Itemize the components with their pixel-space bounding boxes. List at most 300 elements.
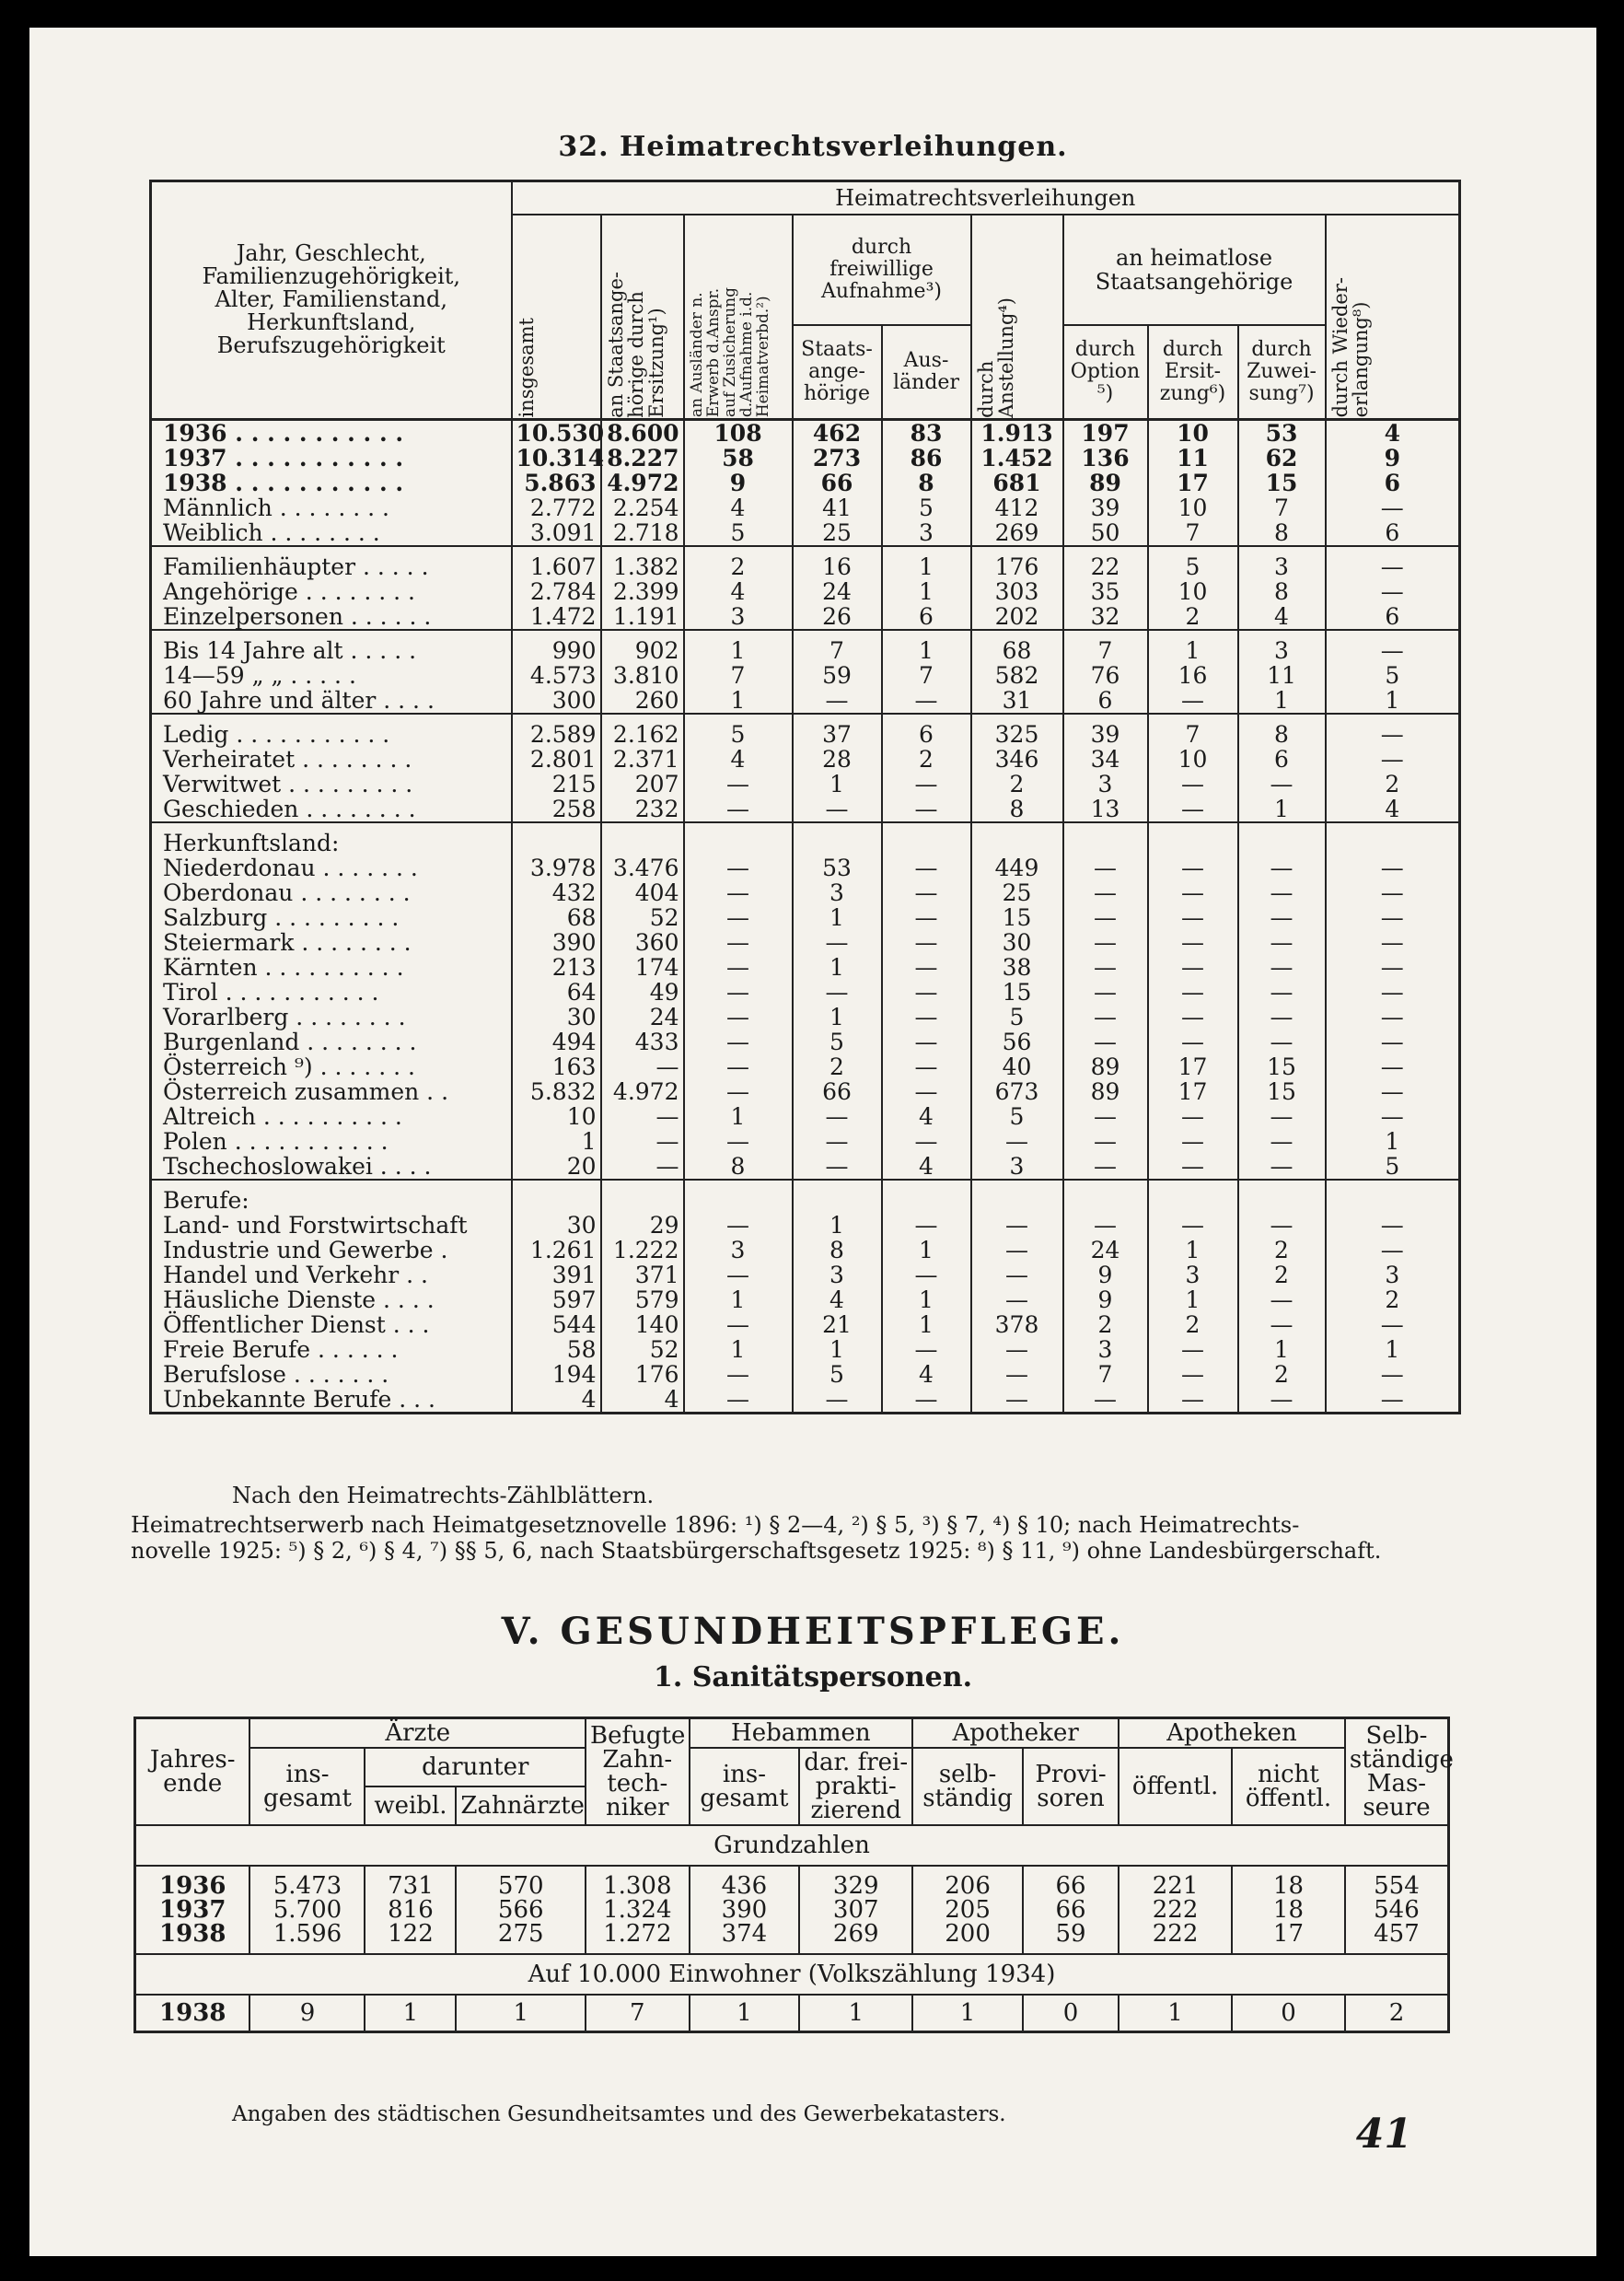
- cell-value: —: [655, 1053, 679, 1080]
- value-cell: 1.596: [249, 1922, 365, 1954]
- cell-value: 9: [1097, 1261, 1113, 1288]
- data-cell: [882, 1180, 971, 1414]
- h-aerzte-insgesamt: ins- gesamt: [249, 1748, 365, 1825]
- data-cell: [1326, 822, 1460, 1180]
- cell-value: 3: [1009, 1152, 1025, 1180]
- cell-value: 17: [1177, 1053, 1208, 1080]
- rate-cell: 1: [912, 1995, 1023, 2032]
- data-cell: [1326, 630, 1460, 714]
- cell-value: 176: [634, 1360, 679, 1388]
- row-label: Unbekannte Berufe . . .: [163, 1385, 435, 1413]
- cell-value: —: [1181, 795, 1204, 822]
- cell-value: —: [914, 903, 938, 931]
- cell-value: [797, 831, 877, 855]
- cell-value: —: [914, 1385, 938, 1413]
- cell-value: 59: [822, 661, 852, 689]
- cell-value: —: [1270, 1286, 1293, 1313]
- cell-value: 371: [634, 1261, 679, 1288]
- cell-value: 1: [919, 1236, 934, 1263]
- cell-value: —: [655, 1102, 679, 1130]
- cell-value: 1.472: [529, 602, 597, 630]
- cell-value: 25: [822, 518, 852, 546]
- data-cell: [971, 630, 1063, 714]
- year-cell: 1938: [159, 1920, 226, 1948]
- table-title: 32. Heimatrechtsverleihungen.: [558, 131, 1068, 163]
- cell-value: 1: [829, 953, 844, 981]
- h-oeffentl: öffentl.: [1119, 1748, 1232, 1825]
- rate-cell: 0: [1023, 1995, 1119, 2032]
- cell-value: 2: [1185, 602, 1201, 630]
- row-label: Land- und Forstwirtschaft: [163, 1211, 468, 1239]
- cell-value: —: [1380, 1077, 1404, 1105]
- row-group: [151, 822, 1460, 1180]
- cell-value: —: [1270, 903, 1293, 931]
- cell-value: —: [1380, 553, 1404, 580]
- cell-value: 300: [551, 686, 597, 714]
- row-label: 1937 . . . . . . . . . . .: [163, 444, 404, 471]
- cell-value: —: [1005, 1127, 1028, 1155]
- cell-value: 8: [918, 469, 934, 496]
- cell-value: —: [1380, 1053, 1404, 1080]
- cell-value: 1: [730, 1286, 746, 1313]
- row-label: Tschechoslowakei . . . .: [163, 1152, 432, 1180]
- cell-value: 1: [1385, 686, 1400, 714]
- data-cell: [971, 419, 1063, 546]
- data-cell: [1148, 822, 1238, 1180]
- row-label: Weiblich . . . . . . . .: [163, 518, 380, 546]
- cell-value: —: [726, 854, 749, 881]
- cell-value: —: [1380, 1028, 1404, 1055]
- cell-value: 15: [1002, 903, 1032, 931]
- cell-value: 5: [1185, 553, 1201, 580]
- cell-value: —: [1181, 978, 1204, 1006]
- cell-value: —: [1270, 1211, 1293, 1239]
- cell-value: —: [914, 1261, 938, 1288]
- heimatrecht-table: [149, 180, 1461, 1414]
- data-cell: [971, 714, 1063, 822]
- value-cell: 554: [1345, 1866, 1449, 1898]
- cell-value: [1068, 831, 1143, 855]
- h-hebammen-insgesamt: ins- gesamt: [690, 1748, 800, 1825]
- cell-value: 89: [1090, 1053, 1120, 1080]
- cell-value: —: [726, 1385, 749, 1413]
- cell-value: 24: [1090, 1236, 1120, 1263]
- cell-value: 213: [551, 953, 597, 981]
- data-cell: [512, 630, 601, 714]
- data-cell: [1063, 419, 1148, 546]
- h-hebammen: Hebammen: [690, 1718, 913, 1749]
- cell-value: 260: [634, 686, 679, 714]
- data-cell: [793, 822, 882, 1180]
- cell-value: 197: [1081, 419, 1130, 447]
- cell-value: —: [1181, 1360, 1204, 1388]
- cell-value: 2.589: [529, 720, 597, 748]
- cell-value: —: [1094, 854, 1117, 881]
- cell-value: —: [1380, 1236, 1404, 1263]
- value-cell: 275: [456, 1922, 586, 1954]
- cell-value: —: [825, 686, 849, 714]
- data-cell: [1063, 630, 1148, 714]
- row-label: Tirol . . . . . . . . . . .: [163, 978, 379, 1006]
- data-cell: [971, 546, 1063, 630]
- cell-value: 108: [713, 419, 762, 447]
- cell-value: 4: [730, 745, 746, 773]
- cell-value: 8.600: [607, 419, 679, 447]
- value-cell: 205: [912, 1898, 1023, 1922]
- cell-value: —: [1380, 1211, 1404, 1239]
- table-row: [135, 1866, 1449, 1898]
- value-cell: 66: [1023, 1898, 1119, 1922]
- cell-value: —: [726, 978, 749, 1006]
- cell-value: —: [1380, 978, 1404, 1006]
- data-cell: [1238, 714, 1326, 822]
- cell-value: 4: [919, 1102, 934, 1130]
- cell-value: [689, 831, 788, 855]
- band-einwohner: Auf 10.000 Einwohner (Volkszählung 1934): [135, 1954, 1449, 1995]
- data-cell: [684, 1180, 793, 1414]
- cell-value: —: [726, 1310, 749, 1338]
- cell-value: —: [1270, 1028, 1293, 1055]
- cell-value: 449: [994, 854, 1039, 881]
- cell-value: 4: [829, 1286, 844, 1313]
- cell-value: 1: [919, 577, 934, 605]
- data-cell: [1148, 1180, 1238, 1414]
- cell-value: —: [1380, 1310, 1404, 1338]
- cell-value: —: [914, 1003, 938, 1030]
- cell-value: —: [726, 1077, 749, 1105]
- data-cell: [793, 714, 882, 822]
- cell-value: 11: [1177, 444, 1209, 471]
- cell-value: —: [1094, 1127, 1117, 1155]
- cell-value: 1: [730, 1102, 746, 1130]
- cell-value: 3: [1097, 770, 1113, 797]
- cell-value: 86: [910, 444, 943, 471]
- cell-value: —: [914, 1028, 938, 1055]
- cell-value: 52: [649, 1335, 679, 1363]
- cell-value: —: [1094, 1102, 1117, 1130]
- cell-value: —: [1380, 1003, 1404, 1030]
- row-group: [151, 1180, 1460, 1414]
- cell-value: 8.227: [607, 444, 679, 471]
- cell-value: [1243, 831, 1321, 855]
- cell-value: 7: [829, 636, 844, 664]
- value-cell: 5.700: [249, 1898, 365, 1922]
- cell-value: 9: [729, 469, 747, 496]
- data-cell: [512, 546, 601, 630]
- row-group: [151, 714, 1460, 822]
- cell-value: 2: [1097, 1310, 1113, 1338]
- cell-value: 3: [1185, 1261, 1201, 1288]
- data-cell: [1326, 419, 1460, 546]
- row-label: Niederdonau . . . . . . .: [163, 854, 418, 881]
- cell-value: —: [914, 928, 938, 956]
- cell-value: 4: [1384, 419, 1400, 447]
- h-masseure: Selb- ständige Mas- seure: [1345, 1718, 1449, 1826]
- year-cell: 1937: [159, 1896, 226, 1924]
- cell-value: 10: [1177, 419, 1209, 447]
- cell-value: —: [1270, 1003, 1293, 1030]
- section-title: V. GESUNDHEITSPFLEGE.: [501, 1610, 1125, 1653]
- cell-value: 2: [1385, 1286, 1400, 1313]
- data-cell: [684, 822, 793, 1180]
- data-cell: [1148, 630, 1238, 714]
- cell-value: —: [914, 879, 938, 906]
- cell-value: 4: [664, 1385, 679, 1413]
- cell-value: 34: [1090, 745, 1120, 773]
- data-cell: [512, 714, 601, 822]
- cell-value: 1: [730, 686, 746, 714]
- cell-value: —: [1270, 770, 1293, 797]
- cell-value: —: [1005, 1286, 1028, 1313]
- cell-value: 4: [1385, 795, 1400, 822]
- cell-value: —: [1094, 953, 1117, 981]
- table-body: [151, 419, 1460, 1413]
- col-ersitzung: durch Ersit- zung⁶): [1148, 325, 1238, 419]
- col-freiwillig: durch freiwillige Aufnahme³): [793, 215, 971, 325]
- row-label: Verheiratet . . . . . . . .: [163, 745, 412, 773]
- cell-value: 52: [649, 903, 679, 931]
- cell-value: 303: [994, 577, 1039, 605]
- cell-value: 10.530: [516, 419, 605, 447]
- cell-value: 66: [820, 469, 853, 496]
- cell-value: —: [1181, 1028, 1204, 1055]
- row-label: Altreich . . . . . . . . . .: [163, 1102, 402, 1130]
- cell-value: 6: [1274, 745, 1289, 773]
- cell-value: 68: [1002, 636, 1032, 664]
- cell-value: —: [1270, 953, 1293, 981]
- data-cell: [684, 630, 793, 714]
- cell-value: 39: [1090, 720, 1120, 748]
- row-label: Steiermark . . . . . . . .: [163, 928, 412, 956]
- cell-value: —: [1181, 854, 1204, 881]
- cell-value: [606, 1188, 679, 1213]
- cell-value: 1.913: [980, 419, 1053, 447]
- cell-value: 346: [994, 745, 1039, 773]
- cell-value: 7: [1185, 518, 1201, 546]
- data-cell: [1326, 714, 1460, 822]
- data-cell: [512, 1180, 601, 1414]
- cell-value: 83: [910, 419, 943, 447]
- row-label: Vorarlberg . . . . . . . .: [163, 1003, 406, 1030]
- cell-value: 2: [1274, 1236, 1289, 1263]
- row-label: 60 Jahre und älter . . . .: [163, 686, 435, 714]
- source-note: Nach den Heimatrechts-Zählblättern.: [232, 1483, 655, 1508]
- cell-value: —: [1270, 1127, 1293, 1155]
- cell-value: —: [1181, 1003, 1204, 1030]
- cell-value: 7: [919, 661, 934, 689]
- data-cell: [793, 546, 882, 630]
- cell-value: 1: [829, 1003, 844, 1030]
- data-cell: [793, 419, 882, 546]
- cell-value: —: [1005, 1236, 1028, 1263]
- value-cell: 546: [1345, 1898, 1449, 1922]
- data-cell: [601, 822, 684, 1180]
- cell-value: 3: [730, 1236, 746, 1263]
- cell-value: —: [825, 928, 849, 956]
- cell-value: 89: [1090, 1077, 1120, 1105]
- cell-value: [1330, 831, 1456, 855]
- cell-value: —: [1094, 978, 1117, 1006]
- h-darunter: darunter: [365, 1748, 586, 1786]
- cell-value: —: [655, 1152, 679, 1180]
- table-row: [135, 1898, 1449, 1922]
- cell-value: 1: [730, 1335, 746, 1363]
- cell-value: 24: [822, 577, 852, 605]
- data-cell: [1238, 419, 1326, 546]
- value-cell: 17: [1232, 1922, 1345, 1954]
- h-apotheken: Apotheken: [1119, 1718, 1345, 1749]
- cell-value: 5: [1009, 1003, 1025, 1030]
- cell-value: 2.254: [612, 494, 679, 521]
- cell-value: 597: [551, 1286, 597, 1313]
- cell-value: 4: [581, 1385, 597, 1413]
- cell-value: 378: [994, 1310, 1039, 1338]
- row-label: Angehörige . . . . . . . .: [163, 577, 415, 605]
- cell-value: [1243, 1188, 1321, 1213]
- row-label: Polen . . . . . . . . . . .: [163, 1127, 389, 1155]
- h-hebammen-frei: dar. frei- prakti- zierend: [799, 1748, 912, 1825]
- cell-value: —: [914, 1127, 938, 1155]
- row-label: Salzburg . . . . . . . . .: [163, 903, 400, 931]
- cell-value: —: [914, 1077, 938, 1105]
- h-weibl: weibl.: [365, 1786, 456, 1825]
- cell-value: 5: [829, 1360, 844, 1388]
- cell-value: 30: [566, 1003, 597, 1030]
- cell-value: 13: [1090, 795, 1120, 822]
- cell-value: 325: [994, 720, 1039, 748]
- cell-value: 136: [1081, 444, 1130, 471]
- data-cell: [1063, 714, 1148, 822]
- value-cell: 18: [1232, 1866, 1345, 1898]
- cell-value: 20: [566, 1152, 597, 1180]
- data-cell: [1238, 630, 1326, 714]
- cell-value: 3: [919, 518, 934, 546]
- value-cell: 731: [365, 1866, 456, 1898]
- stub-header: Jahr, Geschlecht, Familienzugehörigkeit, Alter, Familienstand, Herkunftsland, Berufszugehörigkeit: [151, 181, 512, 420]
- row-group: [151, 630, 1460, 714]
- row-label: Geschieden . . . . . . . .: [163, 795, 416, 822]
- cell-value: —: [726, 1127, 749, 1155]
- cell-value: —: [825, 1127, 849, 1155]
- cell-value: 1: [1385, 1127, 1400, 1155]
- data-cell: [882, 822, 971, 1180]
- data-cell: [601, 1180, 684, 1414]
- cell-value: 4: [730, 577, 746, 605]
- cell-value: 1: [1274, 1335, 1289, 1363]
- h-zahntechniker: Befugte Zahn- tech- niker: [586, 1718, 689, 1826]
- cell-value: 15: [1265, 469, 1298, 496]
- data-cell: [684, 714, 793, 822]
- cell-value: 2.772: [529, 494, 597, 521]
- value-cell: 122: [365, 1922, 456, 1954]
- cell-value: —: [825, 1152, 849, 1180]
- cell-value: —: [1094, 1211, 1117, 1239]
- cell-value: —: [1005, 1385, 1028, 1413]
- cell-value: —: [825, 1385, 849, 1413]
- cell-value: —: [1094, 879, 1117, 906]
- cell-value: [1153, 1188, 1234, 1213]
- cell-value: [516, 1188, 597, 1213]
- cell-value: 68: [566, 903, 597, 931]
- cell-value: 39: [1090, 494, 1120, 521]
- cell-value: 10: [1177, 494, 1208, 521]
- cell-value: —: [726, 1028, 749, 1055]
- cell-value: —: [1094, 1385, 1117, 1413]
- cell-value: —: [1005, 1211, 1028, 1239]
- cell-value: 1: [1385, 1335, 1400, 1363]
- cell-value: 5.863: [524, 469, 597, 496]
- col-option: durch Option ⁵): [1063, 325, 1148, 419]
- cell-value: 1: [581, 1127, 597, 1155]
- cell-value: 3: [829, 879, 844, 906]
- cell-value: —: [1181, 928, 1204, 956]
- data-cell: [882, 546, 971, 630]
- cell-value: 15: [1267, 1053, 1296, 1080]
- cell-value: —: [1380, 1385, 1404, 1413]
- row-label: Berufslose . . . . . . .: [163, 1360, 389, 1388]
- row-label: Österreich ⁹) . . . . . . .: [163, 1053, 415, 1080]
- cell-value: 37: [822, 720, 852, 748]
- row-label: Freie Berufe . . . . . .: [163, 1335, 399, 1363]
- data-cell: [1148, 546, 1238, 630]
- cell-value: 3: [730, 602, 746, 630]
- cell-value: 50: [1090, 518, 1120, 546]
- cell-value: 2: [1274, 1360, 1289, 1388]
- cell-value: 1: [829, 1335, 844, 1363]
- cell-value: 1: [829, 903, 844, 931]
- cell-value: —: [1094, 1152, 1117, 1180]
- cell-value: 7: [1097, 1360, 1113, 1388]
- cell-value: 10: [566, 1102, 597, 1130]
- col-wiedererlangung: durch Wieder- erlangung⁸): [1328, 277, 1372, 418]
- cell-value: —: [1181, 1102, 1204, 1130]
- cell-value: —: [1380, 636, 1404, 664]
- cell-value: —: [914, 1053, 938, 1080]
- cell-value: —: [726, 953, 749, 981]
- cell-value: 2.399: [612, 577, 679, 605]
- data-cell: [1238, 822, 1326, 1180]
- col-anstellung: durch Anstellung⁴): [974, 297, 1017, 418]
- rate-row: [135, 1995, 1449, 2032]
- cell-value: 2: [1385, 770, 1400, 797]
- cell-value: 26: [822, 602, 852, 630]
- cell-value: 31: [1002, 686, 1032, 714]
- value-cell: 222: [1119, 1898, 1232, 1922]
- cell-value: —: [1270, 928, 1293, 956]
- cell-value: —: [726, 928, 749, 956]
- cell-value: 21: [822, 1310, 852, 1338]
- value-cell: 566: [456, 1898, 586, 1922]
- cell-value: 5: [1385, 1152, 1400, 1180]
- cell-value: 1: [1185, 1286, 1201, 1313]
- cell-value: 8: [1274, 720, 1289, 748]
- cell-value: 10.314: [516, 444, 605, 471]
- cell-value: 1: [1185, 1236, 1201, 1263]
- h-provisoren: Provi- soren: [1023, 1748, 1119, 1825]
- value-cell: 5.473: [249, 1866, 365, 1898]
- col-freiwillig-auslaender: Aus- länder: [882, 325, 971, 419]
- row-labels: [151, 714, 512, 822]
- cell-value: —: [726, 795, 749, 822]
- data-cell: [1238, 1180, 1326, 1414]
- cell-value: 273: [812, 444, 862, 471]
- cell-value: —: [1270, 978, 1293, 1006]
- cell-value: —: [1181, 686, 1204, 714]
- cell-value: 5: [1009, 1102, 1025, 1130]
- cell-value: 4: [1274, 602, 1289, 630]
- cell-value: 3: [1097, 1335, 1113, 1363]
- cell-value: 1.222: [612, 1236, 679, 1263]
